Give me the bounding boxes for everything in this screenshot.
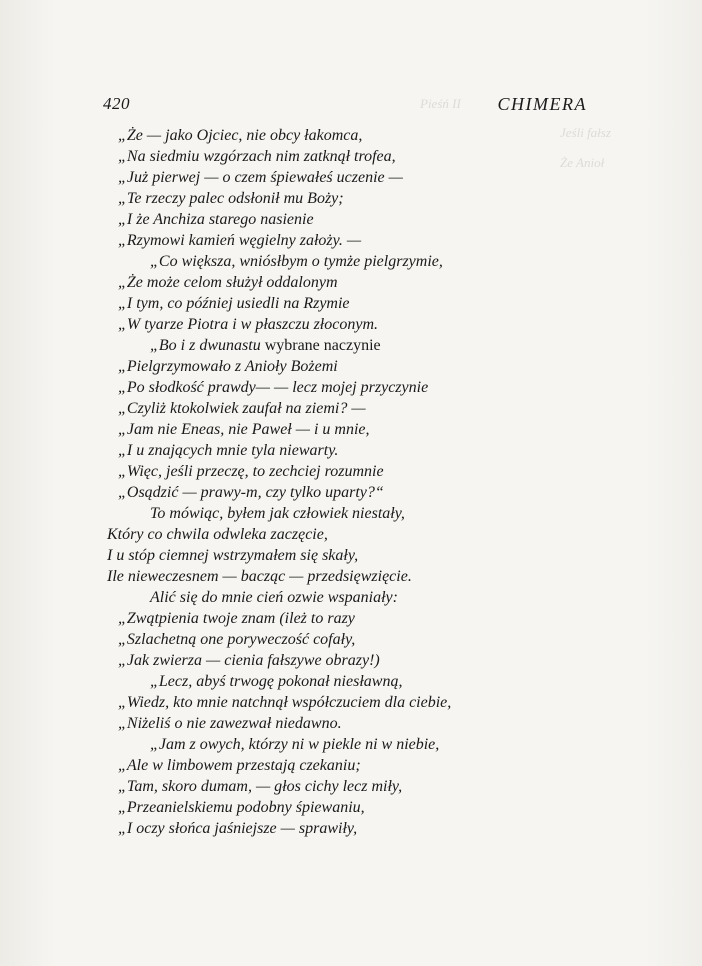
bleed-through-text: Że Anioł bbox=[560, 155, 605, 170]
page-header bbox=[103, 94, 587, 118]
poem-line: „Co większa, wniósłbym o tymże pielgrzymie, bbox=[150, 253, 443, 270]
poem-line: „Po słodkość prawdy— — lecz mojej przyczynie bbox=[118, 379, 429, 396]
bleed-through-text: Jeśli fałsz bbox=[560, 125, 611, 140]
poem-line: „Jam nie Eneas, nie Paweł — i u mnie, bbox=[118, 421, 370, 438]
poem-line: „Ale w limbowem przestają czekaniu; bbox=[118, 757, 361, 774]
poem-line: „Szlachetną one poryweczość cofały, bbox=[118, 631, 356, 648]
poem-line-upright-part: wybrane naczynie bbox=[264, 337, 381, 354]
poem-line: „Pielgrzymowało z Anioły Bożemi bbox=[118, 358, 338, 375]
poem-line: „I że Anchiza starego nasienie bbox=[118, 211, 314, 228]
poem-line: „I oczy słońca jaśniejsze — sprawiły, bbox=[118, 820, 358, 837]
poem-line: „Osądzić — prawy-m, czy tylko uparty?“ bbox=[118, 484, 384, 501]
poem-line: „Że — jako Ojciec, nie obcy łakomca, bbox=[118, 127, 363, 144]
poem-line: „Więc, jeśli przeczę, to zechciej rozumnie bbox=[118, 463, 384, 480]
poem-line: „Te rzeczy palec odsłonił mu Boży; bbox=[118, 190, 344, 207]
poem-line: „Czyliż ktokolwiek zaufał na ziemi? — bbox=[118, 400, 366, 417]
poem-line-mixed bbox=[150, 337, 381, 354]
poem-line: Alić się do mnie cień ozwie wspaniały: bbox=[150, 589, 398, 606]
poem-line: „Jak zwierza — cienia fałszywe obrazy!) bbox=[118, 652, 380, 669]
poem-line: „Wiedz, kto mnie natchnął współczuciem dla ciebie, bbox=[118, 694, 452, 711]
page-number: 420 bbox=[103, 94, 130, 113]
poem-line: Który co chwila odwleka zaczęcie, bbox=[107, 526, 328, 543]
poem-line: „Zwątpienia twoje znam (ileż to razy bbox=[118, 610, 355, 627]
poem-line: To mówiąc, byłem jak człowiek niestały, bbox=[150, 505, 405, 522]
poem-line-italic-part: „Bo i z dwunastu bbox=[150, 337, 265, 354]
poem-line: „Na siedmiu wzgórzach nim zatknął trofea, bbox=[118, 148, 396, 165]
poem-line-with-upright bbox=[150, 335, 381, 357]
poem-line: I u stóp ciemnej wstrzymałem się skały, bbox=[107, 547, 359, 564]
poem-line: „I u znających mnie tyla niewarty. bbox=[118, 442, 339, 459]
poem-line: „W tyarze Piotra i w płaszczu złoconym. bbox=[118, 316, 378, 333]
running-head: CHIMERA bbox=[497, 94, 587, 114]
bleed-through-text: Pieśń II bbox=[420, 96, 461, 111]
poem-line: Ile nieweczesnem — bacząc — przedsięwzięcie. bbox=[107, 568, 412, 585]
poem-line: „Jam z owych, którzy ni w piekle ni w niebie, bbox=[150, 736, 440, 753]
poem-line: „Że może celom służył oddalonym bbox=[118, 274, 338, 291]
poem-line: „Niżeliś o nie zawezwał niedawno. bbox=[118, 715, 342, 732]
poem-line: „Już pierwej — o czem śpiewałeś uczenie — bbox=[118, 169, 403, 186]
poem-line: „Tam, skoro dumam, — głos cichy lecz miły, bbox=[118, 778, 403, 795]
poem-line: „Przeanielskiemu podobny śpiewaniu, bbox=[118, 799, 365, 816]
poem-line: „Rzymowi kamień węgielny założy. — bbox=[118, 232, 362, 249]
poem-line: „I tym, co później usiedli na Rzymie bbox=[118, 295, 350, 312]
poem-line: „Lecz, abyś trwogę pokonał niesławną, bbox=[150, 673, 403, 690]
